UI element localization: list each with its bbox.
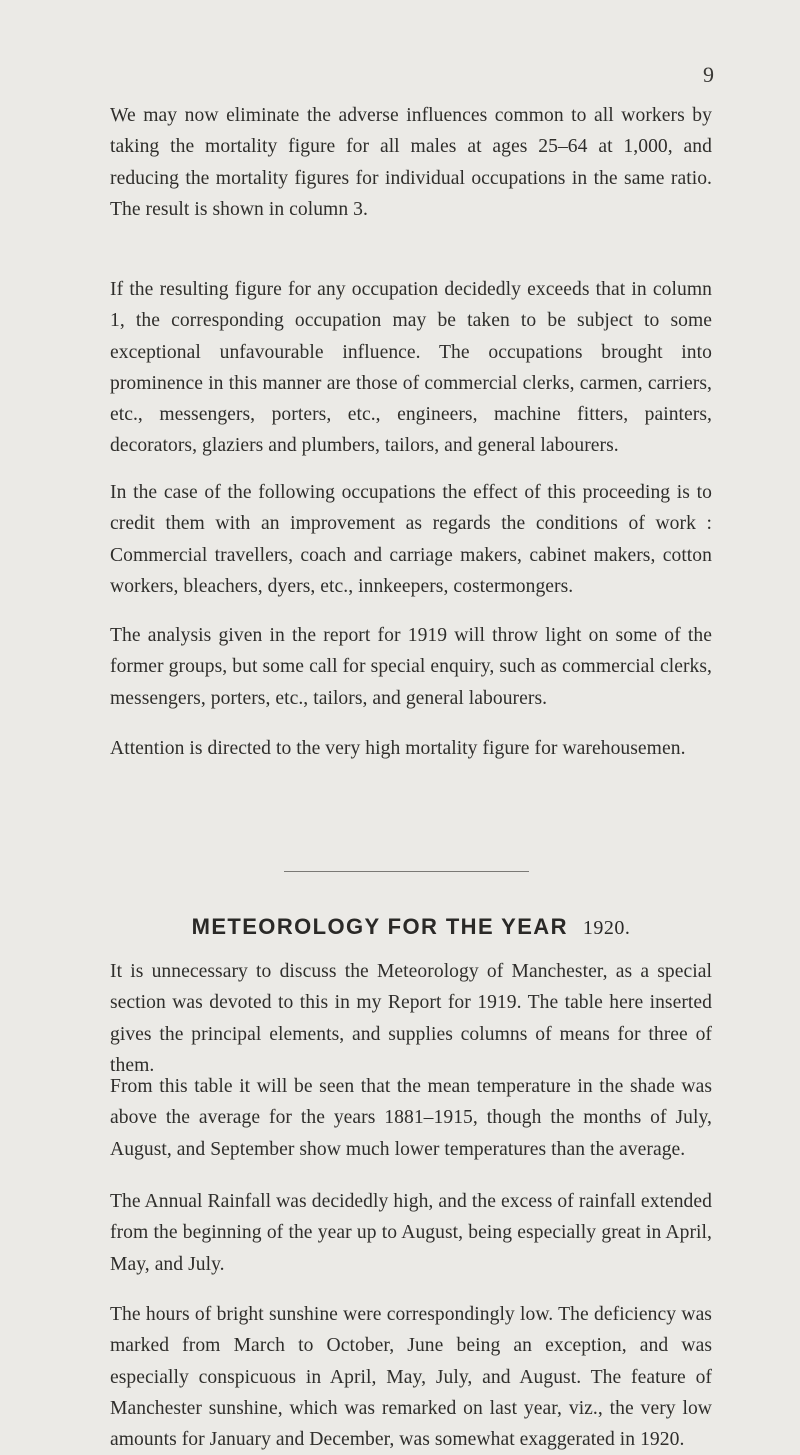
section-heading-text: METEOROLOGY FOR THE YEAR bbox=[191, 914, 568, 939]
section-divider bbox=[284, 871, 529, 872]
paragraph-temperature: From this table it will be seen that the mean temperature in the shade was above the average for the years 1881–1915, though the months of July, August, and September show much lower temperatures than the average. bbox=[110, 1076, 712, 1160]
page-number: 9 bbox=[703, 62, 714, 87]
paragraph-meteorology-intro: It is unnecessary to discuss the Meteorology of Manchester, as a special section was devoted to this in my Report for 1919. The table here inserted gives the principal elements, and supplies columns of means for three of them. bbox=[110, 961, 712, 1076]
paragraph-improved-occupations: In the case of the following occupations the effect of this proceeding is to credit them with an improvement as regards the conditions of work : Commercial travellers, coach and carriage makers, cabinet makers, cotton workers, bleachers, dyers, etc., innkeepers, costermongers. bbox=[110, 482, 712, 597]
paragraph-analysis-1919: The analysis given in the report for 1919 will throw light on some of the former groups, but some call for special enquiry, such as commercial clerks, messengers, porters, etc., tailors, and general labourers. bbox=[110, 625, 712, 709]
paragraph-mortality-ratio: We may now eliminate the adverse influences common to all workers by taking the mortality figure for all males at ages 25–64 at 1,000, and reducing the mortality figures for individual occupations in the same ratio. The result is shown in column 3. bbox=[110, 105, 712, 220]
paragraph-rainfall: The Annual Rainfall was decidedly high, and the excess of rainfall extended from the beginning of the year up to August, being especially great in April, May, and July. bbox=[110, 1191, 712, 1275]
section-heading-year: 1920. bbox=[582, 917, 631, 939]
paragraph-sunshine: The hours of bright sunshine were correspondingly low. The deficiency was marked from March to October, June being an exception, and was especially conspicuous in April, May, July, and August. The feature of Manchester sunshine, which was remarked on last year, viz., the very low amounts for January and December, was somewhat exaggerated in 1920. bbox=[110, 1304, 712, 1451]
section-heading bbox=[110, 914, 712, 940]
paragraph-unfavourable-occupations: If the resulting figure for any occupation decidedly exceeds that in column 1, the corresponding occupation may be taken to be subject to some exceptional unfavourable influence. The occupations brought into prominence in this manner are those of commercial clerks, carmen, carriers, etc., messengers, porters, etc., engineers, machine fitters, painters, decorators, glaziers and plumbers, tailors, and general labourers. bbox=[110, 279, 712, 457]
paragraph-warehousemen: Attention is directed to the very high mortality figure for warehousemen. bbox=[110, 738, 686, 759]
